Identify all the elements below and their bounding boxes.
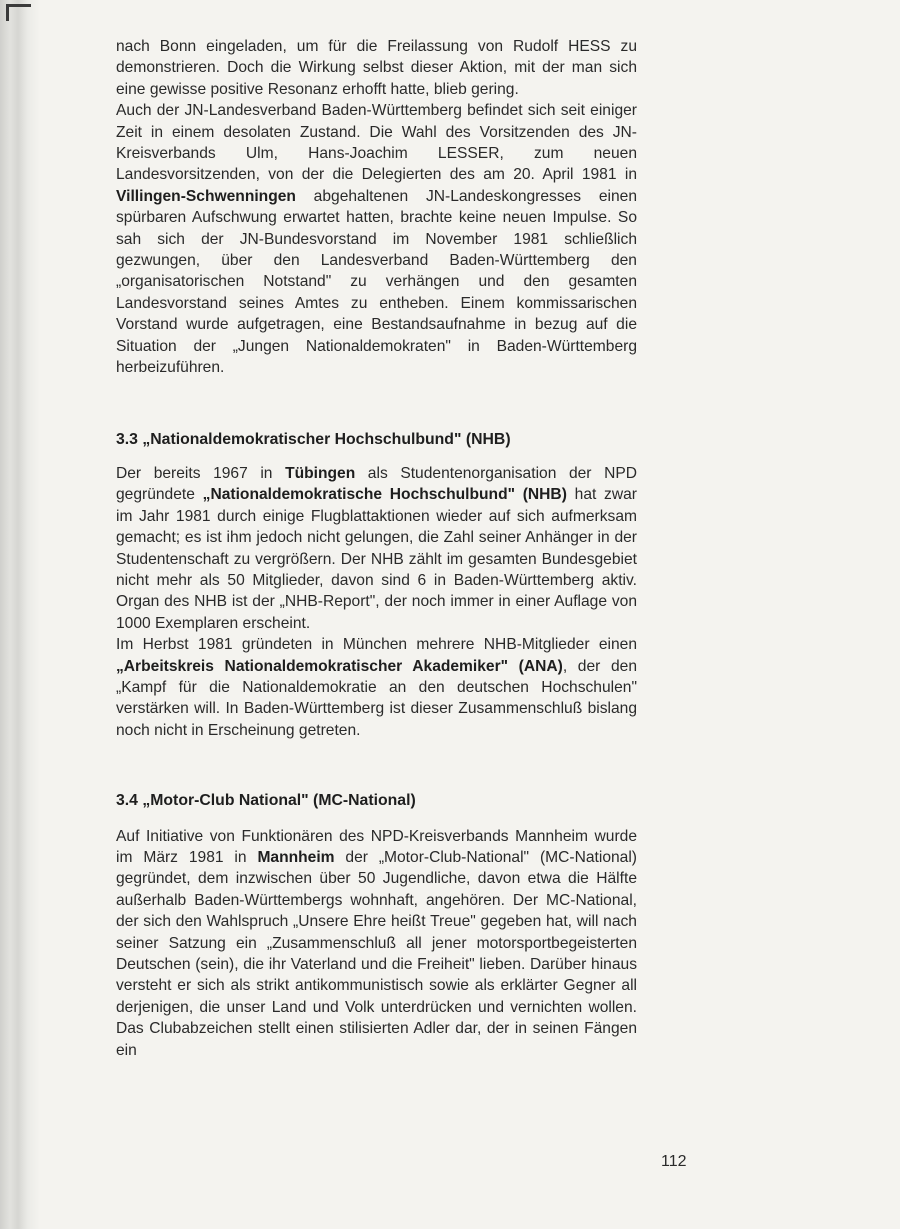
- corner-crop-mark: [6, 4, 31, 21]
- book-gutter-shadow: [0, 0, 40, 1229]
- paragraph-ana: [116, 634, 637, 741]
- bold-org-nhb: „Nationaldemokratische Hochschulbund" (NHB): [202, 486, 567, 504]
- text-run: hat zwar im Jahr 1981 durch einige Flugblattaktionen wieder auf sich aufmerksam gemacht; es ist ihm jedoch nicht gelungen, die Zahl seiner Anhänger in der Studentenschaft zu vergrößern. Der NHB zählt im gesamten Bundesgebiet nicht mehr als 50 Mitglieder, davon sind 6 in Baden-Württemberg aktiv. Organ des NHB ist der „NHB-Report", der noch immer in einer Auflage von 1000 Exemplaren erscheint.: [116, 486, 637, 632]
- text-run: Auch der JN-Landesverband Baden-Württemberg befindet sich seit einiger Zeit in einem desolaten Zustand. Die Wahl des Vorsitzenden des JN-Kreisverbands Ulm, Hans-Joachim LESSER, zum neuen Landesvorsitzenden, von der die Delegierten des am 20. April 1981 in: [116, 102, 637, 184]
- section-heading-3-3: 3.3 „Nationaldemokratischer Hochschulbund" (NHB): [116, 430, 511, 448]
- text-run: der „Motor-Club-National" (MC-National) gegründet, dem inzwischen über 50 Jugendliche, davon etwa die Hälfte außerhalb Baden-Württembergs wohnhaft, angehören. Der MC-National, der sich den Wahlspruch „Unsere Ehre heißt Treue" gegeben hat, will nach seiner Satzung ein „Zusammenschluß all jener motorsportbegeisterten Deutschen (sein), die ihr Vaterland und die Freiheit" lieben. Darüber hinaus versteht er sich als strikt antikommunistisch sowie als erklärter Gegner all derjenigen, die unser Land und Volk unterdrücken und vernichten wollen. Das Clubabzeichen stellt einen stilisierten Adler dar, der in seinen Fängen ein: [116, 849, 638, 1059]
- page-number: 112: [661, 1153, 687, 1170]
- section-heading-3-4: 3.4 „Motor-Club National" (MC-National): [116, 792, 416, 810]
- paragraph-jn-landesverband: [116, 100, 637, 378]
- text-run: abgehaltenen JN-Landeskongresses einen spürbaren Aufschwung erwartet hatten, brachte keine neuen Impulse. So sah sich der JN-Bundesvorstand im November 1981 schließlich gezwungen, über den Landesverband Baden-Württemberg den „organisatorischen Notstand" zu verhängen und den gesamten Landesvorstand seines Amtes zu entheben. Einem kommissarischen Vorstand wurde aufgetragen, eine Bestandsaufnahme in bezug auf die Situation der „Jungen Nationaldemokraten" in Baden-Württemberg herbeizuführen.: [116, 187, 637, 377]
- bold-place-villingen: Villingen-Schwenningen: [116, 187, 296, 205]
- paragraph-mc-national: [116, 826, 637, 1061]
- paragraph-nhb: [116, 463, 637, 634]
- paragraph-intro: nach Bonn eingeladen, um für die Freilassung von Rudolf HESS zu demonstrieren. Doch die Wirkung selbst dieser Aktion, mit der man sich eine gewisse positive Resonanz erhofft hatte, blieb gering.: [116, 38, 637, 98]
- text-run: Im Herbst 1981 gründeten in München mehrere NHB-Mitglieder einen: [116, 636, 637, 654]
- text-run: Der bereits 1967 in: [116, 464, 286, 482]
- text-column: [116, 36, 637, 1061]
- text-run: , der den „Kampf für die Nationaldemokratie an den deutschen Hochschulen" verstärken will. In Baden-Württemberg ist dieser Zusammenschluß bislang noch nicht in Erscheinung getreten.: [116, 657, 637, 739]
- text-run: als Studentenorganisation der NPD gegründete: [116, 464, 637, 504]
- bold-place-mannheim: Mannheim: [257, 849, 335, 866]
- text-run: Auf Initiative von Funktionären des NPD-Kreisverbands Mannheim wurde im März 1981 in: [116, 827, 637, 866]
- bold-place-tuebingen: Tübingen: [285, 464, 356, 482]
- bold-org-ana: „Arbeitskreis Nationaldemokratischer Akademiker" (ANA): [116, 657, 563, 675]
